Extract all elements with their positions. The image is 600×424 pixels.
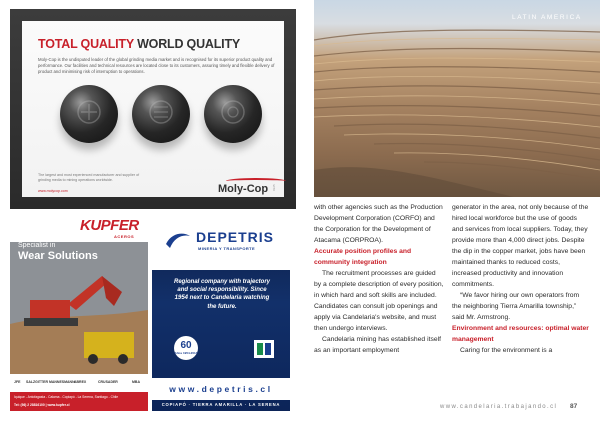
molycop-advertisement — [10, 9, 296, 209]
partner-logo: CRUSADER — [98, 380, 118, 384]
kupfer-specialist: Specialist in — [18, 242, 56, 249]
badge-text: Años 1954-2014 — [174, 351, 198, 355]
depetris-logo: DEPETRIS — [196, 229, 275, 245]
kupfer-headline: Wear Solutions — [18, 250, 98, 262]
depetris-cities: COPIAPÓ · TIERRA AMARILLA · LA SERENA — [161, 402, 281, 407]
certification-logo — [254, 340, 274, 358]
kupfer-logo: KUPFER — [80, 217, 139, 234]
molycop-body: Moly-Cop is the undisputed leader of the global grinding media market and is recognised for its superior product quality and performance. Our facilities and technical resources are located close to its customers, assuring timely and flexible delivery of product and minimising risk of interruption to operations. — [38, 57, 275, 74]
article-paragraph: Caring for the environment is a — [460, 347, 553, 354]
article-column-right — [452, 202, 590, 356]
article-paragraph: The recruitment processes are guided by a complete description of every position, in which hard and soft skills are included. Candidates can consult job openings and apply via Candelaria's website, and must then undergo interviews. — [314, 270, 444, 332]
kupfer-sub: ACEROS — [114, 234, 135, 239]
kupfer-brand-strip — [10, 214, 148, 242]
molycop-logo — [218, 183, 268, 195]
molycop-logo-text: Moly-Cop — [218, 183, 269, 195]
grinding-ball-image — [132, 85, 190, 143]
grinding-ball-image — [60, 85, 118, 143]
article-subhead: Environment and resources: optimal water management — [452, 325, 589, 343]
kupfer-advertisement — [10, 214, 148, 411]
article-paragraph: with other agencies such as the Production Development Corporation (CORFO) and the Corporation for the Development of Atacama (CORPROA). — [314, 204, 443, 244]
article-column-left — [314, 202, 444, 356]
depetris-advertisement — [152, 214, 290, 411]
article-paragraph: Candelaria mining has established itself as an important employment — [314, 336, 441, 354]
molycop-side-note: 0325 — [272, 184, 276, 191]
partner-logo: ABREX — [74, 380, 87, 384]
depetris-url[interactable]: www.depetris.cl — [169, 384, 273, 394]
open-pit-mine-photo — [314, 0, 600, 197]
partner-logo: JFE — [14, 380, 21, 384]
article-paragraph: “We favor hiring our own operators from the neighboring Tierra Amarilla township,” said Mr. Armstrong. — [452, 292, 580, 321]
depetris-tagline: MINERIA Y TRANSPORTE — [198, 246, 256, 251]
anniversary-badge — [174, 336, 198, 360]
molycop-card — [22, 21, 284, 197]
partner-logo: SALZGITTER MANNESMANN — [26, 380, 75, 384]
molycop-swoosh-icon — [226, 178, 286, 184]
molycop-url[interactable]: www.molycop.com — [38, 189, 68, 193]
footer-url[interactable]: www.candelaria.trabajando.cl — [440, 404, 558, 410]
depetris-swoosh-icon — [164, 230, 192, 250]
section-label: LATIN AMERICA — [512, 14, 582, 21]
grinding-ball-image — [204, 85, 262, 143]
page-number: 87 — [570, 403, 578, 410]
partner-logo: MBA — [132, 380, 140, 384]
article-paragraph: generator in the area, not only because of the hired local workforce but the use of goods and services from local suppliers. Today, they provide more than 4,000 direct jobs. Despite the dip in the copper market, jobs have been maintained thanks to reduced costs, increased productivity and innovation commitments. — [452, 204, 589, 288]
molycop-heading — [38, 37, 240, 51]
molycop-heading-red: TOTAL QUALITY — [38, 37, 134, 51]
depetris-header — [152, 214, 290, 270]
article-subhead: Accurate position profiles and community integration — [314, 248, 412, 266]
kupfer-contact-strip — [10, 392, 148, 411]
molycop-heading-dark: WORLD QUALITY — [137, 37, 241, 51]
molycop-footnote: The largest and most experienced manufacturer and supplier of grinding media to mining operations worldwide. — [38, 173, 140, 182]
kupfer-address: Iquique - Antofagasta - Calama - Copiapó - La Serena, Santiago - Chile — [14, 395, 119, 399]
depetris-slogan: Regional company with trajectory and social responsibility. Since 1954 next to Candelaria watching the future. — [173, 279, 271, 310]
kupfer-partners-bar — [10, 374, 148, 392]
badge-number: 60 — [180, 340, 192, 351]
kupfer-contact: Tel: (56) 2 28816100 | www.kupfer.cl — [14, 403, 70, 407]
